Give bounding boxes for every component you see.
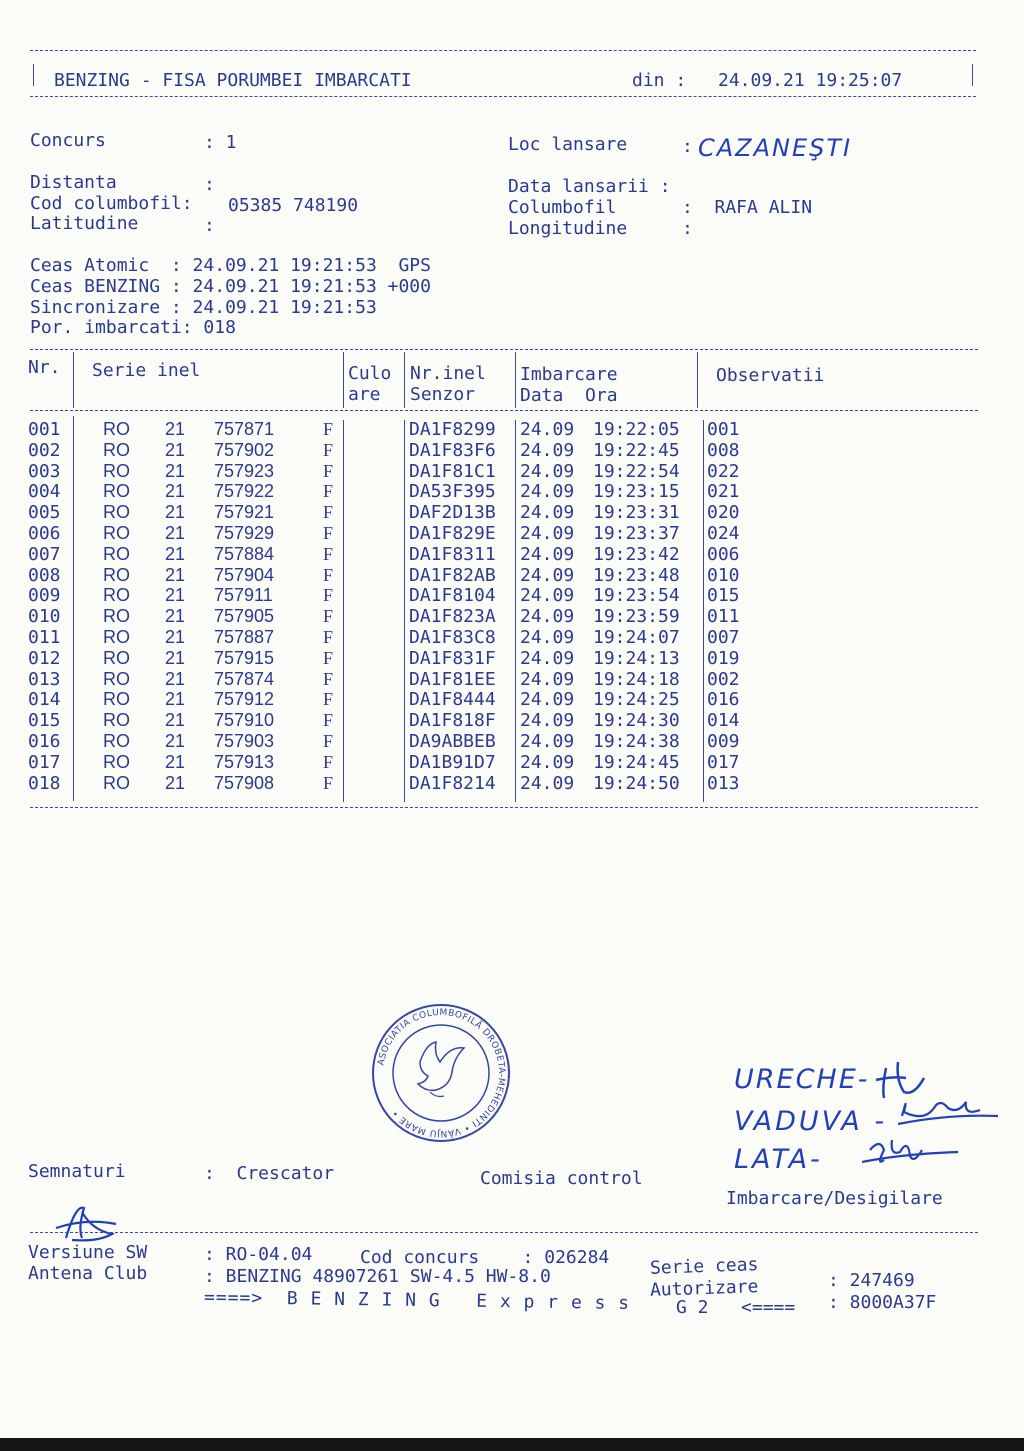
row-year: 21 — [165, 627, 186, 647]
col-nr-header: Nr. — [28, 357, 61, 378]
table-head-rule — [30, 410, 978, 411]
row-sex: F — [323, 419, 334, 439]
row-date: 24.09 — [520, 689, 575, 711]
table-row — [0, 773, 1024, 794]
row-year: 21 — [165, 710, 186, 731]
row-ring-number: 757908 — [214, 772, 275, 793]
versiune-sw-value: : RO-04.04 — [204, 1244, 313, 1265]
row-date: 24.09 — [520, 772, 575, 794]
row-sensor: DA1F831F — [409, 647, 496, 669]
longitudine-value: : — [682, 218, 693, 239]
sincronizare: Sincronizare : 24.09.21 19:21:53 — [30, 297, 377, 318]
row-sex: F — [323, 689, 334, 710]
crescator-label: : Crescator — [204, 1163, 335, 1184]
row-country: RO — [103, 481, 130, 502]
row-ring-number: 757921 — [214, 502, 275, 523]
cod-concurs: Cod concurs : 026284 — [360, 1247, 610, 1268]
row-ring-number: 757911 — [214, 585, 273, 606]
cod-columbofil-value: 05385 748190 — [228, 195, 359, 216]
row-sensor: DA1F81EE — [409, 668, 496, 690]
col-nr-inel-header-1: Nr.inel — [410, 363, 486, 384]
columbofil-value: : RAFA ALIN — [682, 197, 813, 218]
row-sensor: DA1B91D7 — [409, 751, 496, 773]
row-sensor: DA1F8311 — [409, 543, 496, 565]
row-time: 19:23:42 — [593, 543, 680, 565]
row-sex: F — [323, 606, 334, 627]
col-imbarcare-header-2: Data Ora — [520, 385, 618, 406]
row-country: RO — [103, 627, 130, 647]
row-sex: F — [323, 502, 334, 523]
latitudine-value: : — [204, 215, 215, 236]
row-sex: F — [323, 731, 334, 751]
row-time: 19:24:38 — [593, 731, 680, 752]
row-country: RO — [103, 751, 130, 772]
data-lansarii-label: Data lansarii : — [508, 176, 671, 197]
stamp-seal — [368, 1000, 514, 1146]
row-ring-number: 757871 — [214, 419, 275, 439]
row-nr: 005 — [28, 502, 61, 524]
row-nr: 012 — [28, 647, 61, 669]
row-observation: 006 — [707, 543, 740, 565]
col-serie-inel-header: Serie inel — [92, 360, 201, 381]
row-sensor: DA1F81C1 — [409, 460, 496, 482]
handwritten-lata: LATA- — [734, 1144, 823, 1175]
row-year: 21 — [165, 439, 186, 460]
row-year: 21 — [165, 647, 186, 668]
comisia-control-label: Comisia control — [480, 1168, 643, 1189]
row-date: 24.09 — [520, 647, 575, 669]
table-row — [0, 710, 1024, 731]
row-sex: F — [323, 481, 334, 502]
row-sex: F — [323, 460, 334, 481]
row-time: 19:24:13 — [593, 647, 680, 669]
serie-ceas-label: Serie ceas — [649, 1254, 759, 1279]
row-year: 21 — [165, 585, 186, 606]
row-ring-number: 757915 — [214, 647, 275, 668]
row-time: 19:24:25 — [593, 689, 680, 711]
row-sensor: DA1F8299 — [409, 419, 496, 440]
row-time: 19:23:31 — [593, 502, 680, 524]
row-date: 24.09 — [520, 439, 575, 461]
row-country: RO — [103, 523, 130, 543]
row-country: RO — [103, 439, 130, 460]
row-sex: F — [323, 751, 334, 772]
row-observation: 010 — [707, 564, 740, 586]
row-country: RO — [103, 689, 130, 710]
row-year: 21 — [165, 751, 186, 772]
row-time: 19:24:30 — [593, 710, 680, 732]
loc-lansare-label: Loc lansare — [508, 134, 628, 155]
row-ring-number: 757887 — [214, 627, 275, 647]
row-observation: 002 — [707, 668, 740, 690]
stamp-text: ASOCIATIA COLUMBOFILĂ DROBETA-MEHEDINTI • VÂNJU MARE • — [376, 1007, 507, 1139]
table-row — [0, 502, 1024, 523]
columbofil-label: Columbofil — [508, 197, 617, 218]
row-sensor: DA1F8214 — [409, 772, 496, 794]
row-year: 21 — [165, 564, 186, 585]
autorizare-value: : 8000A37F — [828, 1292, 937, 1313]
row-date: 24.09 — [520, 585, 575, 607]
table-row — [0, 648, 1024, 669]
ceas-benzing: Ceas BENZING : 24.09.21 19:21:53 +000 — [30, 276, 431, 297]
row-nr: 003 — [28, 460, 61, 482]
col-observatii-header: Observatii — [716, 365, 825, 386]
autorizare-label: Autorizare — [649, 1276, 759, 1301]
benzing-express-end: G 2 <==== — [676, 1297, 796, 1318]
row-year: 21 — [165, 772, 186, 793]
row-observation: 017 — [707, 751, 740, 773]
row-nr: 001 — [28, 419, 61, 440]
row-year: 21 — [165, 419, 186, 439]
row-observation: 024 — [707, 523, 740, 544]
cod-columbofil-label: Cod columbofil: — [30, 193, 193, 214]
row-nr: 017 — [28, 751, 61, 773]
serie-ceas-value: : 247469 — [828, 1270, 915, 1291]
col-culoare-header-1: Culo — [348, 363, 392, 384]
row-nr: 015 — [28, 710, 61, 732]
row-sex: F — [323, 543, 334, 564]
row-nr: 016 — [28, 731, 61, 752]
row-observation: 001 — [707, 419, 740, 440]
row-ring-number: 757884 — [214, 543, 275, 564]
semnaturi-label: Semnaturi — [28, 1161, 126, 1182]
table-row — [0, 419, 1024, 440]
row-date: 24.09 — [520, 543, 575, 565]
row-ring-number: 757874 — [214, 668, 275, 689]
row-sex: F — [323, 710, 334, 731]
row-observation: 021 — [707, 481, 740, 503]
row-time: 19:23:15 — [593, 481, 680, 503]
row-sensor: DA1F823A — [409, 606, 496, 628]
row-nr: 011 — [28, 627, 61, 648]
row-time: 19:22:54 — [593, 460, 680, 482]
row-sex: F — [323, 439, 334, 460]
concurs-value: : 1 — [204, 132, 237, 153]
row-date: 24.09 — [520, 523, 575, 544]
row-nr: 002 — [28, 439, 61, 461]
antena-club-label: Antena Club — [28, 1263, 148, 1284]
header-datetime: 24.09.21 19:25:07 — [718, 70, 903, 91]
row-country: RO — [103, 543, 130, 564]
por-imbarcati: Por. imbarcati: 018 — [30, 317, 236, 338]
row-sex: F — [323, 772, 334, 793]
row-time: 19:24:50 — [593, 772, 680, 794]
row-observation: 016 — [707, 689, 740, 711]
row-nr: 013 — [28, 668, 61, 690]
row-sensor: DA1F8104 — [409, 585, 496, 607]
row-country: RO — [103, 606, 130, 627]
longitudine-label: Longitudine — [508, 218, 628, 239]
table-row — [0, 585, 1024, 606]
row-time: 19:24:07 — [593, 627, 680, 648]
distanta-value: : — [204, 174, 215, 195]
row-ring-number: 757912 — [214, 689, 275, 710]
row-ring-number: 757929 — [214, 523, 275, 543]
row-year: 21 — [165, 606, 186, 627]
row-country: RO — [103, 585, 130, 606]
table-row — [0, 481, 1024, 502]
row-date: 24.09 — [520, 751, 575, 773]
row-ring-number: 757922 — [214, 481, 275, 502]
table-row — [0, 565, 1024, 586]
header-title: BENZING - FISA PORUMBEI IMBARCATI — [54, 70, 412, 91]
row-country: RO — [103, 731, 130, 751]
row-ring-number: 757904 — [214, 564, 275, 585]
table-row — [0, 627, 1024, 648]
handwritten-ureche: URECHE- — [734, 1064, 870, 1095]
row-ring-number: 757905 — [214, 606, 275, 627]
versiune-sw-label: Versiune SW — [28, 1242, 148, 1263]
row-date: 24.09 — [520, 606, 575, 628]
latitudine-label: Latitudine — [30, 213, 139, 234]
row-observation: 015 — [707, 585, 740, 607]
row-sex: F — [323, 564, 334, 585]
row-date: 24.09 — [520, 502, 575, 524]
col-nr-inel-header-2: Senzor — [410, 384, 476, 405]
row-sensor: DA1F83C8 — [409, 627, 496, 648]
row-nr: 008 — [28, 564, 61, 586]
row-observation: 020 — [707, 502, 740, 524]
row-nr: 006 — [28, 523, 61, 544]
row-nr: 004 — [28, 481, 61, 503]
row-date: 24.09 — [520, 564, 575, 586]
row-observation: 009 — [707, 731, 740, 752]
row-sex: F — [323, 523, 334, 543]
row-country: RO — [103, 668, 130, 689]
row-observation: 013 — [707, 772, 740, 794]
row-ring-number: 757903 — [214, 731, 275, 751]
row-time: 19:23:59 — [593, 606, 680, 628]
scan-edge — [0, 1438, 1024, 1451]
row-sensor: DA1F82AB — [409, 564, 496, 586]
row-country: RO — [103, 419, 130, 439]
table-top-rule — [30, 349, 978, 350]
row-ring-number: 757923 — [214, 460, 275, 481]
row-date: 24.09 — [520, 460, 575, 482]
row-country: RO — [103, 772, 130, 793]
row-observation: 019 — [707, 647, 740, 669]
row-time: 19:22:45 — [593, 439, 680, 461]
table-row — [0, 461, 1024, 482]
signature-rule — [30, 1232, 978, 1233]
table-bottom-rule — [30, 807, 978, 808]
row-time: 19:23:48 — [593, 564, 680, 586]
table-row — [0, 523, 1024, 544]
row-date: 24.09 — [520, 481, 575, 503]
row-nr: 010 — [28, 606, 61, 628]
row-sex: F — [323, 585, 334, 606]
header-din-label: din : — [632, 70, 687, 91]
row-sensor: DA1F818F — [409, 710, 496, 732]
row-country: RO — [103, 460, 130, 481]
loc-lansare-colon: : — [682, 136, 693, 157]
row-year: 21 — [165, 689, 186, 710]
row-sensor: DA1F829E — [409, 523, 496, 544]
table-row — [0, 752, 1024, 773]
row-observation: 014 — [707, 710, 740, 732]
row-sensor: DA1F83F6 — [409, 439, 496, 461]
benzing-express-line: ====> B E N Z I N G E x p r e s s — [203, 1287, 631, 1314]
row-sensor: DAF2D13B — [409, 502, 496, 524]
loc-lansare-value: CAZANEŞTI — [698, 134, 853, 162]
table-row — [0, 606, 1024, 627]
row-country: RO — [103, 710, 130, 731]
handwritten-initials — [862, 1054, 1024, 1174]
row-year: 21 — [165, 543, 186, 564]
row-date: 24.09 — [520, 668, 575, 690]
row-time: 19:22:05 — [593, 419, 680, 440]
row-date: 24.09 — [520, 419, 575, 440]
table-row — [0, 669, 1024, 690]
row-year: 21 — [165, 523, 186, 543]
imbarcare-desigilare-label: Imbarcare/Desigilare — [726, 1188, 943, 1209]
row-nr: 014 — [28, 689, 61, 711]
col-imbarcare-header-1: Imbarcare — [520, 364, 618, 385]
antena-club-value: : BENZING 48907261 SW-4.5 HW-8.0 — [204, 1266, 551, 1287]
row-year: 21 — [165, 502, 186, 523]
row-country: RO — [103, 502, 130, 523]
row-observation: 011 — [707, 606, 740, 628]
row-nr: 018 — [28, 772, 61, 794]
row-observation: 008 — [707, 439, 740, 461]
row-nr: 007 — [28, 543, 61, 565]
row-sex: F — [323, 627, 334, 647]
table-row — [0, 689, 1024, 710]
row-sensor: DA53F395 — [409, 481, 496, 503]
row-date: 24.09 — [520, 731, 575, 752]
row-time: 19:24:45 — [593, 751, 680, 773]
row-ring-number: 757910 — [214, 710, 275, 731]
table-row — [0, 731, 1024, 752]
row-year: 21 — [165, 481, 186, 502]
row-observation: 007 — [707, 627, 740, 648]
col-culoare-header-2: are — [348, 384, 381, 405]
ceas-atomic: Ceas Atomic : 24.09.21 19:21:53 GPS — [30, 255, 431, 276]
row-date: 24.09 — [520, 627, 575, 648]
row-ring-number: 757902 — [214, 439, 275, 460]
row-date: 24.09 — [520, 710, 575, 732]
row-time: 19:24:18 — [593, 668, 680, 690]
row-sex: F — [323, 647, 334, 668]
row-country: RO — [103, 647, 130, 668]
table-row — [0, 440, 1024, 461]
row-time: 19:23:37 — [593, 523, 680, 544]
row-nr: 009 — [28, 585, 61, 607]
row-year: 21 — [165, 668, 186, 689]
table-row — [0, 544, 1024, 565]
distanta-label: Distanta — [30, 172, 117, 193]
row-time: 19:23:54 — [593, 585, 680, 607]
handwritten-vaduva: VADUVA - — [734, 1106, 888, 1137]
concurs-label: Concurs — [30, 130, 106, 151]
row-country: RO — [103, 564, 130, 585]
row-year: 21 — [165, 460, 186, 481]
row-sensor: DA1F8444 — [409, 689, 496, 711]
row-sensor: DA9ABBEB — [409, 731, 496, 752]
row-year: 21 — [165, 731, 186, 751]
row-observation: 022 — [707, 460, 740, 482]
row-sex: F — [323, 668, 334, 689]
row-ring-number: 757913 — [214, 751, 275, 772]
